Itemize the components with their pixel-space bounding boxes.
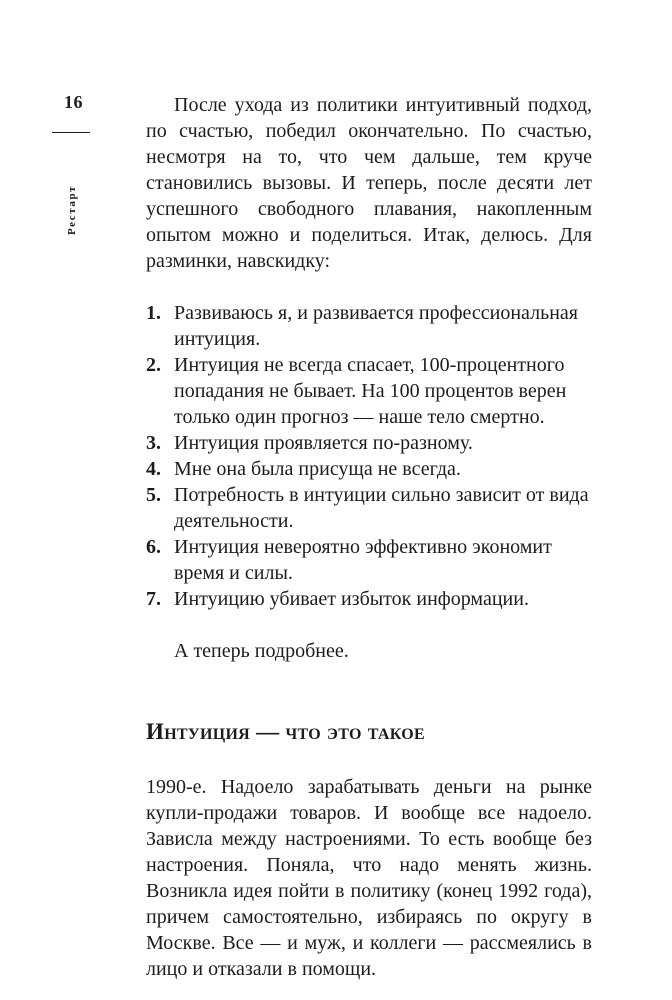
list-item-number: 3. [146, 432, 161, 454]
list-item [146, 586, 592, 612]
list-item [146, 352, 592, 430]
list-item-number: 4. [146, 458, 161, 480]
closing-line: А теперь подробнее. [174, 640, 349, 662]
list-item-number: 7. [146, 588, 161, 610]
list-item-text: Мне она была присуща не всегда. [174, 458, 461, 480]
intro-paragraph: После ухода из политики интуитивный подход, по счастью, победил окончательно. По счастью, несмотря на то, что чем дальше, тем круче становились вызовы. И теперь, после десяти лет успешного свободного плавания, накопленным опытом можно и поделиться. Итак, делюсь. Для разминки, навскидку: [146, 94, 592, 272]
list-item-text: Интуиция не всегда спасает, 100-процентного попадания не бывает. На 100 процентов верен только один прогноз — наше тело смертно. [174, 354, 567, 428]
list-item-text: Развиваюсь я, и развивается профессиональная интуиция. [174, 302, 578, 350]
list-item-text: Интуицию убивает избыток информации. [174, 588, 529, 610]
list-item-number: 2. [146, 354, 161, 376]
list-item [146, 482, 592, 534]
numbered-list [146, 300, 592, 612]
section-heading: Интуиция — что это такое [146, 719, 425, 744]
page-number: 16 [64, 92, 83, 112]
list-item [146, 534, 592, 586]
list-item [146, 300, 592, 352]
running-head: Рестарт [66, 184, 78, 236]
list-item [146, 456, 592, 482]
list-item-text: Интуиция невероятно эффективно экономит время и силы. [174, 536, 552, 584]
list-item [146, 430, 592, 456]
list-item-text: Потребность в интуиции сильно зависит от вида деятельности. [174, 484, 589, 532]
margin-rule [52, 132, 90, 133]
page-body [146, 92, 592, 982]
section-paragraph: 1990-е. Надоело зарабатывать деньги на рынке купли-продажи товаров. И вообще все надоело. Зависла между настроениями. То есть вообще без настроения. Поняла, что надо менять жизнь. Возникла идея пойти в политику (конец 1992 года), причем самостоятельно, избираясь по округу в Москве. Все — и муж, и коллеги — рассмеялись в лицо и отказали в помощи. [146, 776, 592, 980]
list-item-number: 1. [146, 302, 161, 324]
list-item-number: 5. [146, 484, 161, 506]
list-item-text: Интуиция проявляется по-разному. [174, 432, 473, 454]
list-item-number: 6. [146, 536, 161, 558]
